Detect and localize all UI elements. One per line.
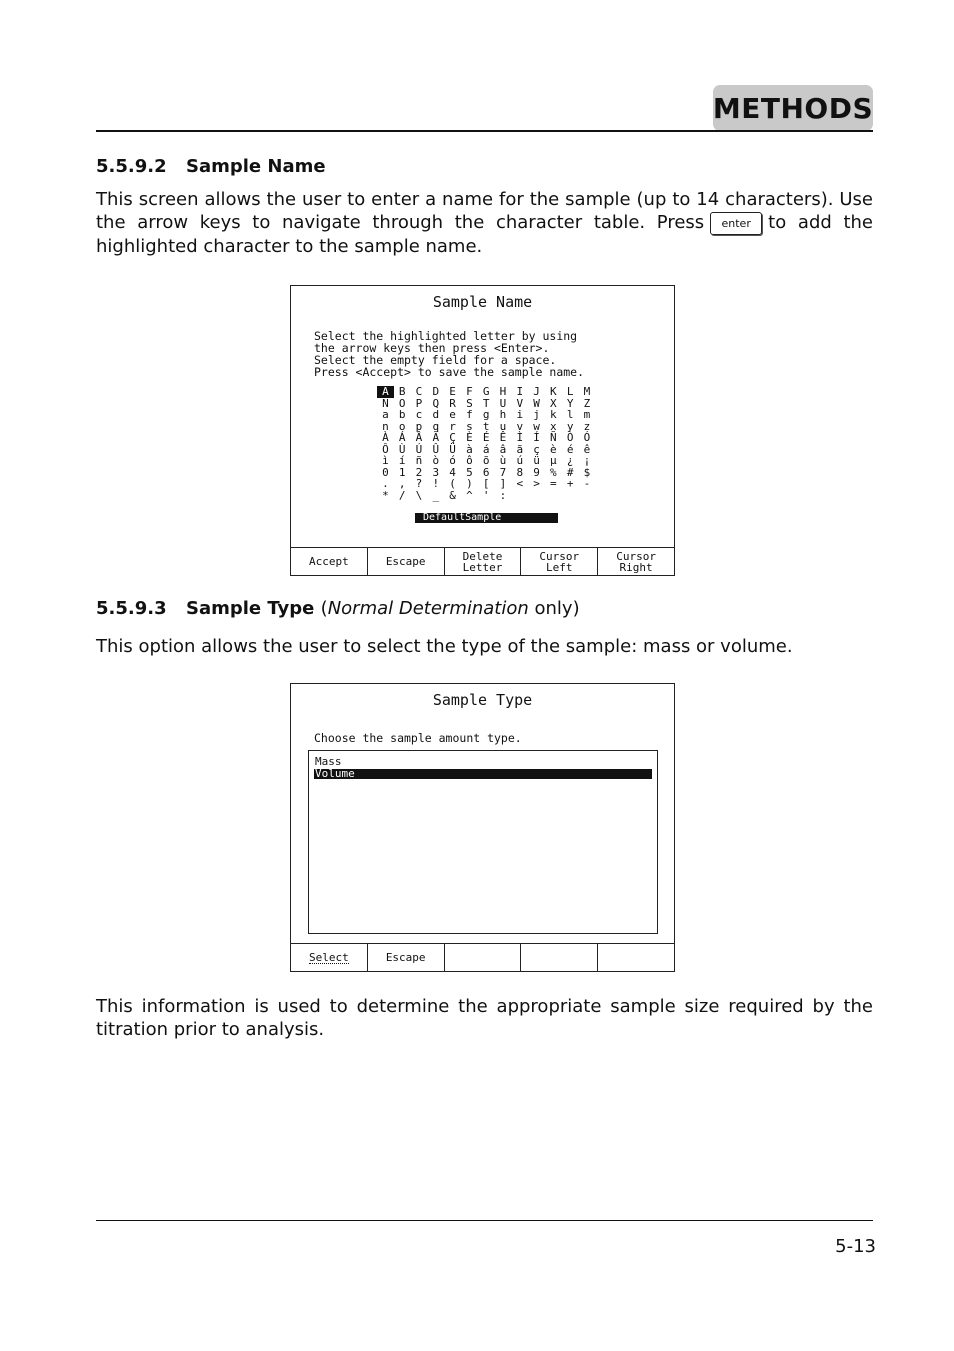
character-cell[interactable]: w <box>533 419 540 433</box>
section-heading-sample-type <box>96 598 580 619</box>
character-cell[interactable]: t <box>482 419 490 433</box>
sample-type-screen <box>290 683 675 972</box>
character-cell[interactable]: . <box>382 477 389 490</box>
character-cell[interactable]: 5 <box>466 465 473 479</box>
character-cell[interactable]: a <box>382 408 389 421</box>
character-cell[interactable]: ñ <box>415 454 423 467</box>
character-cell[interactable]: Û <box>432 442 440 456</box>
character-cell[interactable]: d <box>432 408 440 421</box>
character-cell[interactable]: ê <box>583 442 591 456</box>
character-cell[interactable]: 9 <box>533 465 540 479</box>
character-cell[interactable]: K <box>550 385 557 398</box>
character-cell[interactable]: $ <box>583 465 591 479</box>
character-cell[interactable]: J <box>533 385 540 398</box>
character-cell[interactable]: Í <box>533 431 540 444</box>
character-cell <box>545 490 562 502</box>
character-cell[interactable]: & <box>449 488 456 502</box>
softkey-label: Letter <box>462 560 503 574</box>
instruction-line: Select the highlighted letter by using <box>314 329 578 343</box>
character-cell[interactable]: ^ <box>466 488 473 502</box>
character-cell[interactable]: c <box>415 408 423 421</box>
empty-softkey[interactable] <box>445 944 522 971</box>
character-cell[interactable]: B <box>398 385 406 398</box>
character-cell[interactable]: É <box>482 431 490 444</box>
character-cell[interactable]: r <box>449 419 456 433</box>
character-row <box>377 386 595 398</box>
character-cell[interactable]: < <box>516 477 524 490</box>
character-cell[interactable]: H <box>499 385 507 398</box>
section-title: Sample Type <box>186 598 315 619</box>
character-cell[interactable]: 0 <box>382 465 389 479</box>
character-cell[interactable]: 7 <box>499 465 507 479</box>
character-cell[interactable]: W <box>533 396 540 410</box>
character-cell[interactable]: á <box>482 442 490 456</box>
character-cell[interactable]: - <box>583 477 591 490</box>
character-cell[interactable]: i <box>516 408 524 421</box>
character-cell[interactable]: Ô <box>382 442 389 456</box>
character-cell[interactable]: Ê <box>499 431 507 444</box>
softkey-bar <box>291 943 674 971</box>
enter-key-icon: enter <box>710 212 762 235</box>
character-cell[interactable]: ì <box>382 454 389 467</box>
softkey-label: Escape <box>385 555 426 568</box>
character-cell[interactable]: Ü <box>449 442 456 456</box>
character-cell[interactable]: + <box>566 477 574 490</box>
character-cell[interactable]: ] <box>499 477 507 490</box>
character-cell[interactable]: P <box>415 396 423 410</box>
character-cell <box>562 490 579 502</box>
character-row <box>377 478 595 490</box>
sample-name-screen <box>290 285 675 576</box>
character-cell[interactable]: / <box>398 488 406 502</box>
character-cell[interactable]: n <box>382 419 389 433</box>
character-cell[interactable]: u <box>499 419 507 433</box>
character-cell[interactable]: Z <box>583 396 591 410</box>
character-cell[interactable]: G <box>482 385 490 398</box>
character-cell[interactable]: T <box>482 396 490 410</box>
sample-type-description: This option allows the user to select the type of the sample: mass or volume. <box>96 636 793 657</box>
character-cell[interactable]: Á <box>398 431 406 444</box>
escape-softkey[interactable] <box>368 944 445 971</box>
character-cell[interactable]: ã <box>516 442 524 456</box>
section-number: 5.5.9.2 <box>96 156 167 177</box>
character-cell[interactable]: ? <box>415 477 423 490</box>
character-cell[interactable]: _ <box>432 488 440 502</box>
screen-prompt: Choose the sample amount type. <box>314 731 522 745</box>
character-cell[interactable]: \ <box>415 488 423 502</box>
character-cell[interactable]: Ñ <box>550 431 557 444</box>
character-row <box>377 455 595 467</box>
screen-instructions <box>314 330 584 378</box>
cursor-left-softkey[interactable] <box>521 548 598 575</box>
character-cell[interactable]: k <box>550 408 557 421</box>
character-cell[interactable]: y <box>566 419 574 433</box>
character-cell[interactable]: V <box>516 396 524 410</box>
character-cell[interactable]: 1 <box>398 465 406 479</box>
character-cell[interactable]: ' <box>482 488 490 502</box>
character-cell[interactable]: ( <box>449 477 456 490</box>
character-cell[interactable]: Ù <box>398 442 406 456</box>
softkey-bar <box>291 547 674 575</box>
character-cell[interactable]: Y <box>566 396 574 410</box>
softkey-label: Accept <box>309 555 349 568</box>
character-cell[interactable]: M <box>583 385 591 398</box>
character-cell[interactable]: Ã <box>432 431 440 444</box>
softkey-label: Left <box>546 560 573 574</box>
instruction-line: Press <Accept> to save the sample name. <box>314 365 585 379</box>
character-cell[interactable]: Ú <box>415 442 423 456</box>
character-cell[interactable]: o <box>398 419 406 433</box>
character-cell[interactable]: Ó <box>583 431 591 444</box>
character-cell[interactable]: O <box>398 396 406 410</box>
character-cell[interactable]: v <box>516 419 524 433</box>
empty-softkey[interactable] <box>521 944 598 971</box>
character-cell[interactable]: Ì <box>516 431 524 444</box>
character-row <box>377 432 595 444</box>
softkey-label: Select <box>309 950 349 964</box>
character-cell[interactable]: Â <box>415 431 423 444</box>
character-cell[interactable]: è <box>550 442 557 456</box>
accept-softkey[interactable] <box>291 548 368 575</box>
softkey-label: Right <box>619 560 653 574</box>
character-cell[interactable]: l <box>566 408 574 421</box>
character-cell[interactable]: , <box>398 477 406 490</box>
softkey-label: Escape <box>385 951 426 964</box>
screen-title: Sample Name <box>432 293 533 311</box>
character-cell[interactable]: # <box>566 465 574 479</box>
section-heading-sample-name <box>96 156 326 177</box>
empty-softkey[interactable] <box>598 944 674 971</box>
instruction-line: the arrow keys then press <Enter>. <box>314 341 550 355</box>
character-cell[interactable]: Ò <box>566 431 574 444</box>
character-cell[interactable]: ò <box>432 454 440 467</box>
character-cell[interactable]: C <box>415 385 423 398</box>
character-cell[interactable]: h <box>499 408 507 421</box>
character-cell[interactable]: 3 <box>432 465 440 479</box>
character-cell[interactable]: z <box>583 419 591 433</box>
character-cell[interactable]: µ <box>550 454 557 467</box>
sample-name-field[interactable]: DefaultSample <box>415 513 558 523</box>
character-cell[interactable]: p <box>415 419 423 433</box>
character-cell[interactable]: e <box>449 408 456 421</box>
character-cell[interactable]: ú <box>516 454 524 467</box>
character-cell[interactable]: ü <box>533 454 540 467</box>
character-cell[interactable]: â <box>499 442 507 456</box>
character-cell[interactable]: à <box>466 442 473 456</box>
character-cell[interactable]: A <box>377 386 394 398</box>
paren-close: only) <box>528 598 580 619</box>
character-cell[interactable]: * <box>382 488 389 502</box>
character-cell <box>579 490 596 502</box>
screen-title: Sample Type <box>432 691 533 709</box>
character-cell[interactable]: j <box>533 408 540 421</box>
character-cell[interactable]: ô <box>466 454 473 467</box>
softkey-label: Cursor <box>539 549 580 563</box>
character-cell[interactable]: m <box>583 408 591 421</box>
character-cell <box>511 490 528 502</box>
section-note-italic: Normal Determination <box>327 598 529 619</box>
character-cell[interactable]: [ <box>482 477 490 490</box>
character-cell[interactable]: L <box>566 385 574 398</box>
character-cell[interactable]: : <box>499 488 507 502</box>
character-row <box>377 409 595 421</box>
delete-letter-softkey[interactable] <box>445 548 522 575</box>
description-text-cont: to add the highlighted character to the sample name. <box>96 212 873 257</box>
section-number: 5.5.9.3 <box>96 598 167 619</box>
section-note <box>321 598 580 619</box>
softkey-label: Delete <box>462 549 503 563</box>
character-cell[interactable]: N <box>382 396 389 410</box>
page-number: 5-13 <box>835 1236 876 1257</box>
character-cell[interactable]: ç <box>533 442 540 456</box>
section-title: Sample Name <box>186 156 326 177</box>
cursor-right-softkey[interactable] <box>598 548 674 575</box>
character-cell[interactable]: é <box>566 442 574 456</box>
paren-open: ( <box>320 598 328 619</box>
character-cell[interactable]: I <box>516 385 524 398</box>
escape-softkey[interactable] <box>368 548 445 575</box>
methods-badge: METHODS <box>713 85 873 131</box>
list-item-volume[interactable]: Volume <box>314 769 652 779</box>
footer-rule <box>96 1220 873 1221</box>
character-cell[interactable]: = <box>550 477 557 490</box>
character-row <box>377 490 595 502</box>
character-cell <box>528 490 545 502</box>
character-cell[interactable]: ó <box>449 454 456 467</box>
character-cell[interactable]: % <box>550 465 557 479</box>
character-cell[interactable]: Ç <box>449 431 456 444</box>
character-cell[interactable]: x <box>550 419 557 433</box>
character-cell[interactable]: 8 <box>516 465 524 479</box>
character-cell[interactable]: ) <box>466 477 473 490</box>
character-cell[interactable]: ¿ <box>566 454 574 467</box>
closing-paragraph: This information is used to determine the appropriate sample size required by the titration prior to analysis. <box>96 996 873 1040</box>
list-item-mass[interactable]: Mass <box>315 755 342 768</box>
character-cell[interactable]: õ <box>482 454 490 467</box>
character-cell[interactable]: ! <box>432 477 440 490</box>
character-cell[interactable]: F <box>466 385 473 398</box>
character-cell[interactable]: g <box>482 408 490 421</box>
character-cell[interactable]: S <box>466 396 473 410</box>
sample-type-list <box>308 750 658 934</box>
character-cell[interactable]: È <box>466 431 473 444</box>
character-cell[interactable]: X <box>550 396 557 410</box>
sample-name-description <box>96 188 873 258</box>
character-cell[interactable]: Q <box>432 396 440 410</box>
character-cell[interactable]: f <box>466 408 473 421</box>
character-cell[interactable]: b <box>398 408 406 421</box>
instruction-line: Select the empty field for a space. <box>314 353 557 367</box>
character-cell[interactable]: q <box>432 419 440 433</box>
character-cell[interactable]: D <box>432 385 440 398</box>
select-softkey[interactable] <box>291 944 368 971</box>
description-text: This screen allows the user to enter a name for the sample (up to 14 characters). Use the arrow keys to navigate through the character table. Press <box>96 189 873 233</box>
character-cell[interactable]: R <box>449 396 456 410</box>
softkey-label: Cursor <box>616 549 656 563</box>
character-cell[interactable]: í <box>398 454 406 467</box>
character-cell[interactable]: 2 <box>415 465 423 479</box>
character-cell[interactable]: ù <box>499 454 507 467</box>
character-cell[interactable]: E <box>449 385 456 398</box>
character-cell[interactable]: 4 <box>449 465 456 479</box>
character-cell[interactable]: > <box>533 477 540 490</box>
character-cell[interactable]: 6 <box>482 465 490 479</box>
header-rule <box>96 130 873 132</box>
character-cell[interactable]: À <box>382 431 389 444</box>
character-cell[interactable]: s <box>466 419 473 433</box>
character-cell[interactable]: ¡ <box>583 454 591 467</box>
character-cell[interactable]: U <box>499 396 507 410</box>
character-table <box>377 386 595 501</box>
